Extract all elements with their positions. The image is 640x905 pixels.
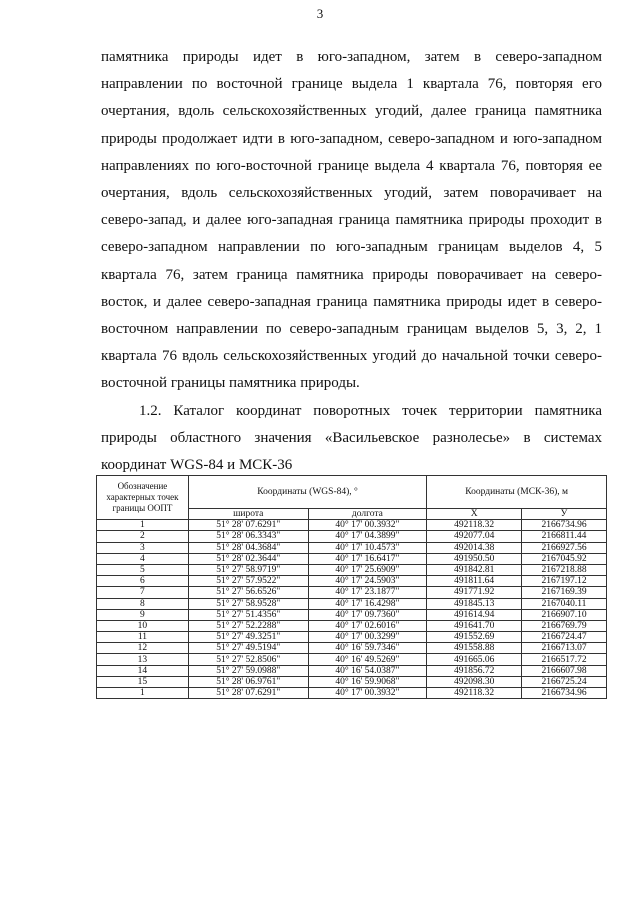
cell-latitude: 51° 28' 04.3684" xyxy=(188,542,308,553)
cell-longitude: 40° 17' 23.1877" xyxy=(308,587,427,598)
cell-y: 2166811.44 xyxy=(522,531,607,542)
cell-longitude: 40° 17' 04.3899" xyxy=(308,531,427,542)
cell-point-number: 5 xyxy=(97,564,189,575)
cell-latitude: 51° 28' 06.9761" xyxy=(188,676,308,687)
cell-y: 2166907.10 xyxy=(522,609,607,620)
table-row xyxy=(97,620,607,631)
cell-point-number: 4 xyxy=(97,553,189,564)
cell-latitude: 51° 27' 58.9719" xyxy=(188,564,308,575)
cell-y: 2167218.88 xyxy=(522,564,607,575)
cell-point-number: 6 xyxy=(97,576,189,587)
cell-point-number: 15 xyxy=(97,676,189,687)
subheader-longitude: долгота xyxy=(308,509,427,520)
cell-latitude: 51° 27' 49.5194" xyxy=(188,643,308,654)
cell-y: 2166724.47 xyxy=(522,632,607,643)
cell-longitude: 40° 16' 49.5269" xyxy=(308,654,427,665)
cell-y: 2166517.72 xyxy=(522,654,607,665)
cell-latitude: 51° 27' 56.6526" xyxy=(188,587,308,598)
cell-y: 2166607.98 xyxy=(522,665,607,676)
cell-point-number: 13 xyxy=(97,654,189,665)
subheader-x: X xyxy=(427,509,522,520)
cell-longitude: 40° 17' 00.3932" xyxy=(308,688,427,699)
cell-longitude: 40° 17' 00.3932" xyxy=(308,520,427,531)
cell-longitude: 40° 17' 00.3299" xyxy=(308,632,427,643)
table-row xyxy=(97,553,607,564)
subheader-y: У xyxy=(522,509,607,520)
cell-x: 491842.81 xyxy=(427,564,522,575)
cell-longitude: 40° 17' 09.7360" xyxy=(308,609,427,620)
table-row xyxy=(97,665,607,676)
cell-longitude: 40° 17' 10.4573" xyxy=(308,542,427,553)
cell-latitude: 51° 28' 07.6291" xyxy=(188,688,308,699)
cell-longitude: 40° 17' 02.6016" xyxy=(308,620,427,631)
cell-x: 491665.06 xyxy=(427,654,522,665)
table-row xyxy=(97,688,607,699)
table-row xyxy=(97,632,607,643)
cell-point-number: 2 xyxy=(97,531,189,542)
cell-latitude: 51° 27' 58.9528" xyxy=(188,598,308,609)
cell-longitude: 40° 17' 16.6417" xyxy=(308,553,427,564)
cell-x: 491771.92 xyxy=(427,587,522,598)
header-point: Обозначение характерных точек границы ООПТ xyxy=(97,476,189,520)
cell-y: 2166713.07 xyxy=(522,643,607,654)
coordinates-table xyxy=(96,475,607,699)
table-row xyxy=(97,531,607,542)
table-row xyxy=(97,654,607,665)
table-row xyxy=(97,643,607,654)
cell-x: 491641.70 xyxy=(427,620,522,631)
cell-y: 2167040.11 xyxy=(522,598,607,609)
cell-longitude: 40° 16' 59.9068" xyxy=(308,676,427,687)
table-row xyxy=(97,676,607,687)
cell-y: 2167045.92 xyxy=(522,553,607,564)
cell-x: 492118.32 xyxy=(427,520,522,531)
cell-point-number: 1 xyxy=(97,688,189,699)
cell-longitude: 40° 16' 59.7346" xyxy=(308,643,427,654)
cell-latitude: 51° 27' 52.2288" xyxy=(188,620,308,631)
cell-x: 492098.30 xyxy=(427,676,522,687)
cell-point-number: 9 xyxy=(97,609,189,620)
cell-point-number: 14 xyxy=(97,665,189,676)
cell-point-number: 10 xyxy=(97,620,189,631)
cell-y: 2167197.12 xyxy=(522,576,607,587)
table-row xyxy=(97,598,607,609)
cell-latitude: 51° 28' 07.6291" xyxy=(188,520,308,531)
cell-x: 491811.64 xyxy=(427,576,522,587)
table-row xyxy=(97,520,607,531)
table-row xyxy=(97,587,607,598)
cell-y: 2167169.39 xyxy=(522,587,607,598)
cell-point-number: 3 xyxy=(97,542,189,553)
cell-latitude: 51° 27' 51.4356" xyxy=(188,609,308,620)
cell-x: 491950.50 xyxy=(427,553,522,564)
header-msk36: Координаты (МСК-36), м xyxy=(427,476,607,509)
cell-x: 492077.04 xyxy=(427,531,522,542)
cell-longitude: 40° 17' 25.6909" xyxy=(308,564,427,575)
cell-x: 492118.32 xyxy=(427,688,522,699)
cell-x: 491558.88 xyxy=(427,643,522,654)
subheader-latitude: широта xyxy=(188,509,308,520)
coordinates-table-body xyxy=(97,520,607,699)
cell-latitude: 51° 27' 52.8506" xyxy=(188,654,308,665)
header-wgs84: Координаты (WGS-84), ° xyxy=(188,476,426,509)
table-row xyxy=(97,576,607,587)
cell-y: 2166734.96 xyxy=(522,520,607,531)
cell-point-number: 12 xyxy=(97,643,189,654)
paragraph-boundary-description: памятника природы идет в юго-западном, затем в северо-западном направлении по восточной границе выдела 1 квартала 76, повторяя его очертания, вдоль сельскохозяйственных угодий, далее граница памятника природы продолжает идти в юго-западном, северо-западном и юго-западном направлениях по юго-восточной границе выдела 4 квартала 76, повторяя ее очертания, вдоль сельскохозяйственных угодий, затем поворачивает на северо-запад, и далее юго-западная граница памятника природы проходит в северо-западном направлении по юго-западным границам выделов 4, 5 квартала 76, затем граница памятника природы поворачивает на северо-восток, и далее северо-западная граница памятника природы идет в северо-восточном направлении по северо-западным границам выделов 5, 3, 2, 1 квартала 76 вдоль сельскохозяйственных угодий до начальной точки северо-восточной границы памятника природы. xyxy=(101,49,602,392)
cell-point-number: 7 xyxy=(97,587,189,598)
cell-point-number: 11 xyxy=(97,632,189,643)
cell-x: 491856.72 xyxy=(427,665,522,676)
cell-y: 2166927.56 xyxy=(522,542,607,553)
cell-y: 2166734.96 xyxy=(522,688,607,699)
cell-longitude: 40° 17' 24.5903" xyxy=(308,576,427,587)
cell-latitude: 51° 27' 49.3251" xyxy=(188,632,308,643)
page-number: 3 xyxy=(316,6,324,21)
cell-x: 492014.38 xyxy=(427,542,522,553)
cell-longitude: 40° 16' 54.0387" xyxy=(308,665,427,676)
cell-longitude: 40° 17' 16.4298" xyxy=(308,598,427,609)
table-row xyxy=(97,564,607,575)
cell-x: 491552.69 xyxy=(427,632,522,643)
cell-point-number: 1 xyxy=(97,520,189,531)
paragraph-catalog-heading: 1.2. Каталог координат поворотных точек территории памятника природы областного значения «Васильевское разнолесье» в системах координат WGS-84 и МСК-36 xyxy=(101,402,602,474)
document-body xyxy=(101,44,602,479)
cell-latitude: 51° 27' 57.9522" xyxy=(188,576,308,587)
cell-latitude: 51° 27' 59.0988" xyxy=(188,665,308,676)
cell-y: 2166725.24 xyxy=(522,676,607,687)
table-row xyxy=(97,609,607,620)
cell-latitude: 51° 28' 02.3644" xyxy=(188,553,308,564)
cell-latitude: 51° 28' 06.3343" xyxy=(188,531,308,542)
cell-y: 2166769.79 xyxy=(522,620,607,631)
cell-x: 491845.13 xyxy=(427,598,522,609)
cell-x: 491614.94 xyxy=(427,609,522,620)
table-row xyxy=(97,542,607,553)
cell-point-number: 8 xyxy=(97,598,189,609)
